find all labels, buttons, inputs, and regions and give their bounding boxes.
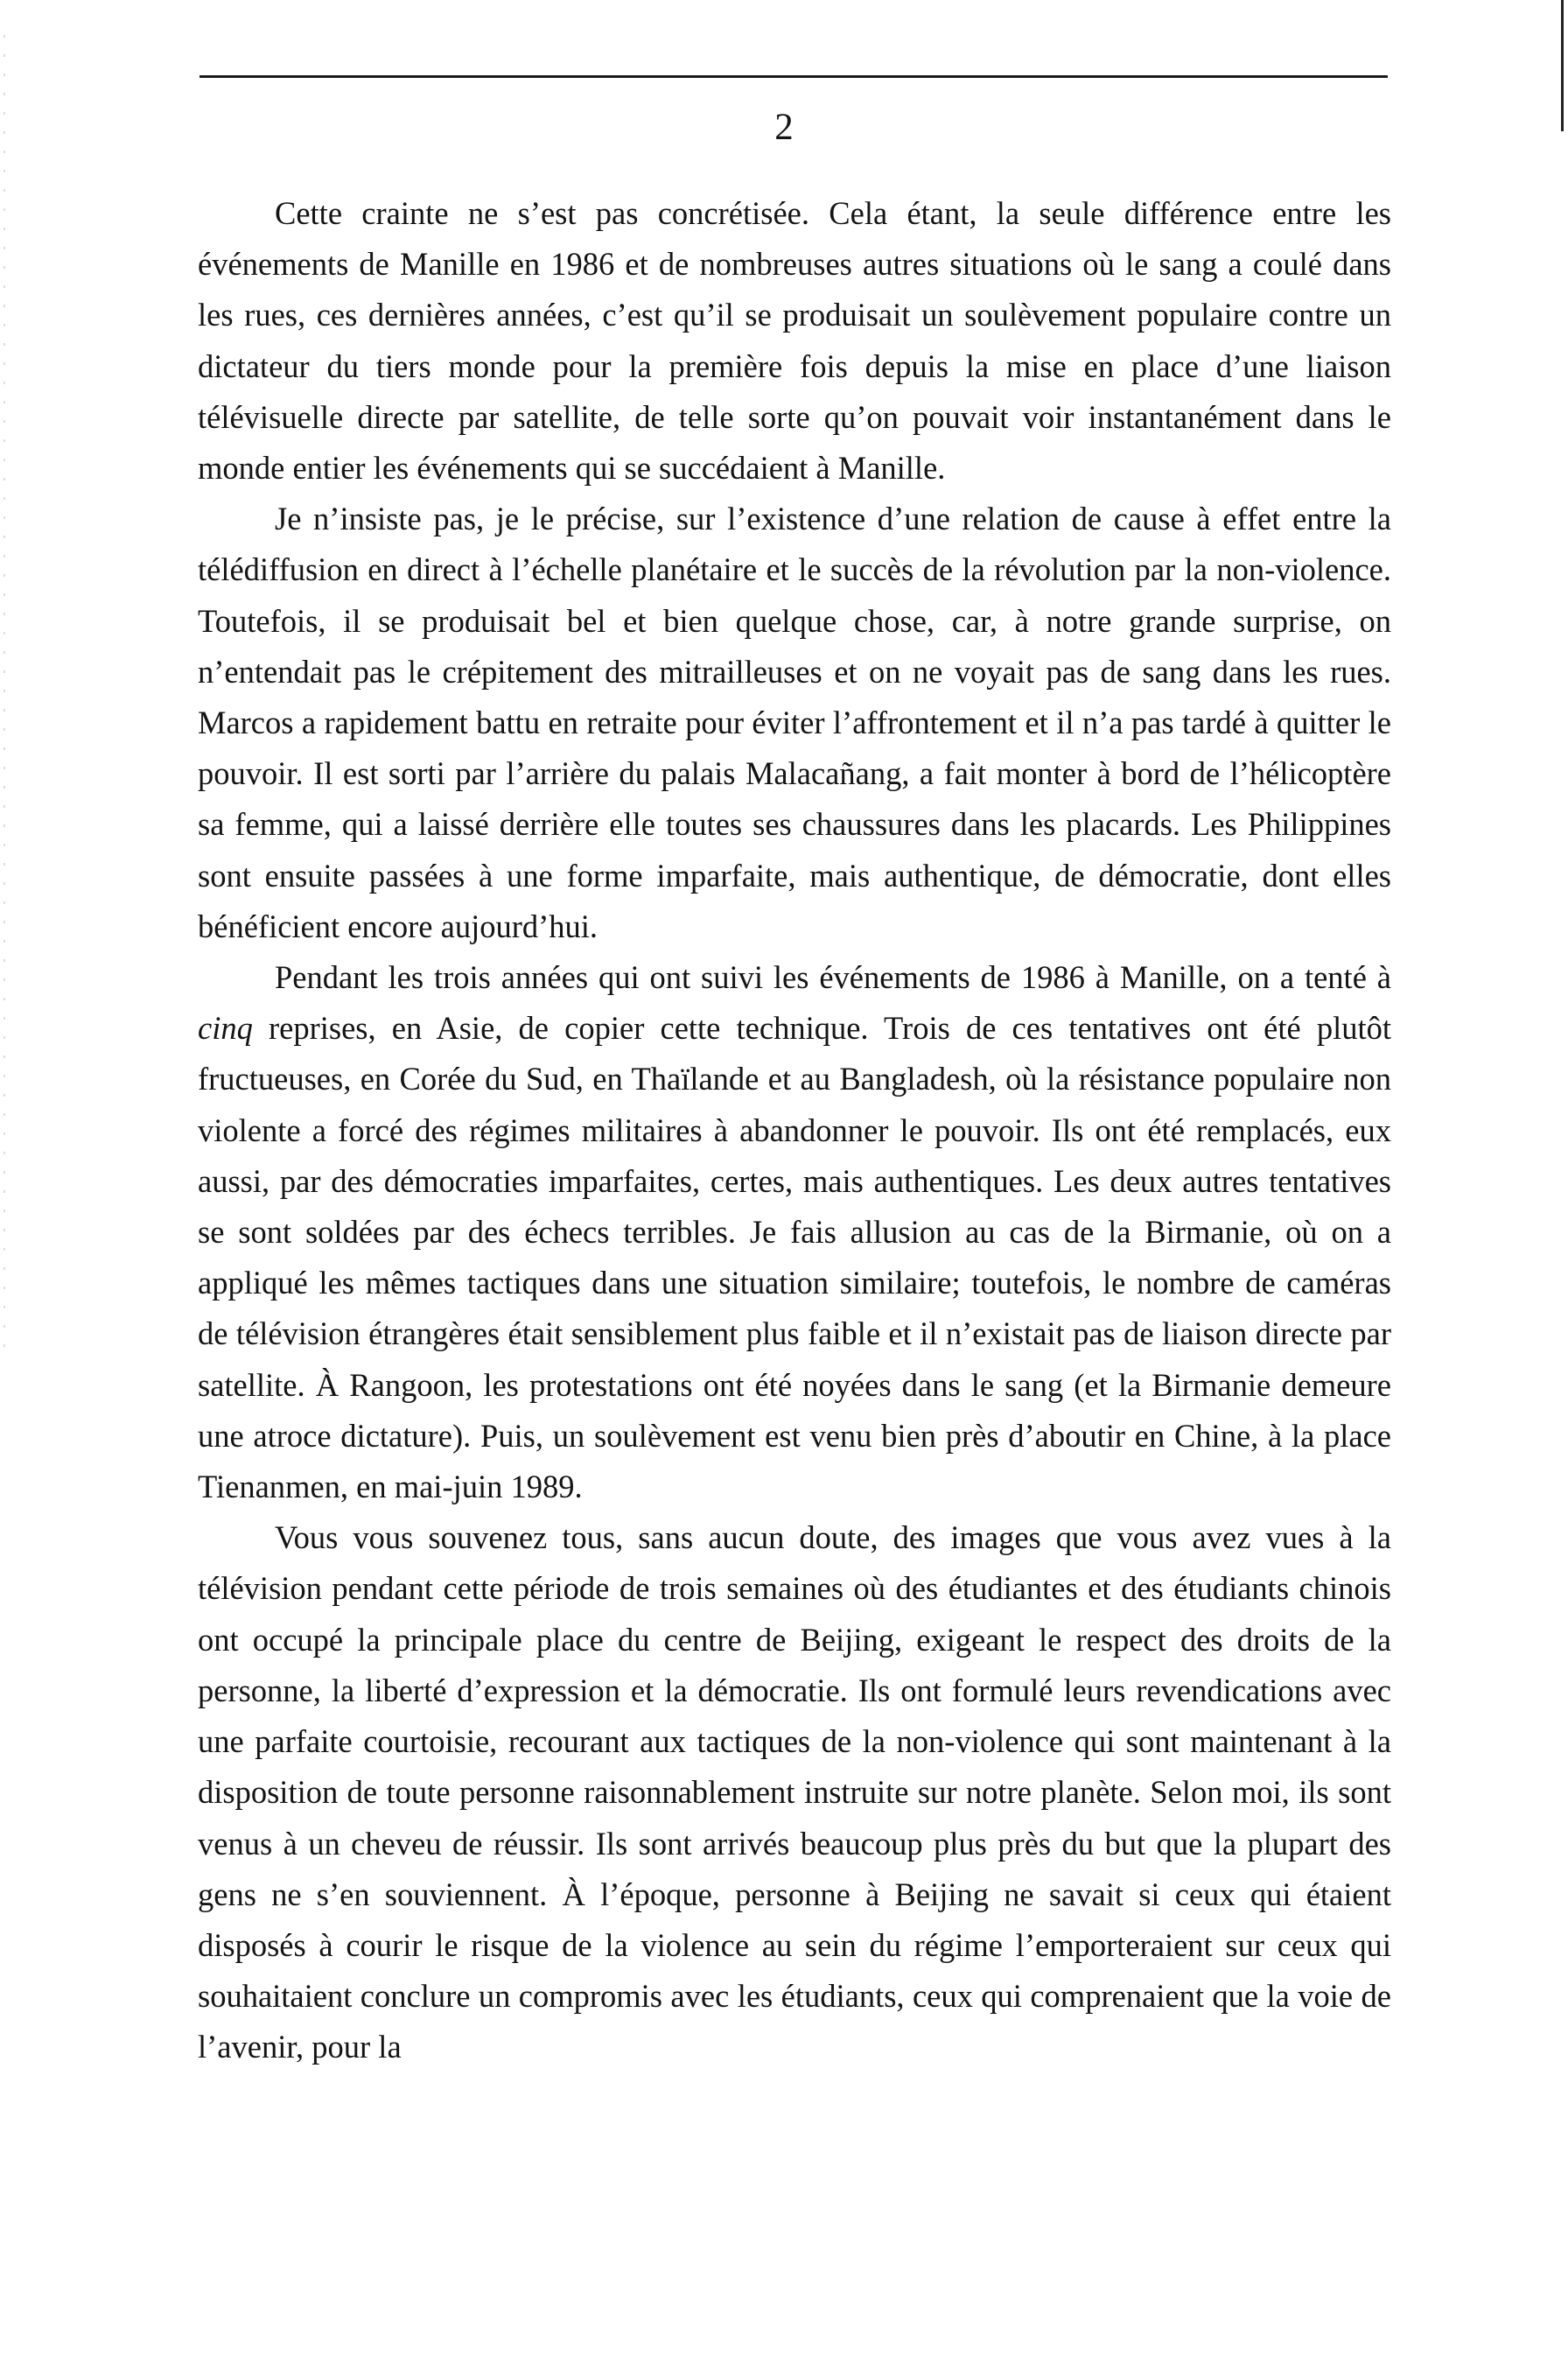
paragraph-2: Je n’insiste pas, je le précise, sur l’existence d’une relation de cause à effet entre la télédiffusion en direct à l’échelle planétaire et le succès de la révolution par la non-violence. Toutefois, il se produisait bel et bien quelque chose, car, à notre grande surprise, on n’entendait pas le crépitement des mitrailleuses et on ne voyait pas de sang dans les rues. Marcos a rapidement battu en retraite pour éviter l’affrontement et il n’a pas tardé à quitter le pouvoir. Il est sorti par l’arrière du palais Malacañang, a fait monter à bord de l’hélicoptère sa femme, qui a laissé derrière elle toutes ses chaussures dans les placards. Les Philippines sont ensuite passées à une forme imparfaite, mais authentique, de démocratie, dont elles bénéficient encore aujourd’hui. <box>198 501 1391 944</box>
body-text <box>198 188 1391 2073</box>
header-rule <box>200 75 1388 78</box>
paragraph-3-emphasis: cinq <box>198 1010 253 1047</box>
paragraph-3-text-after: reprises, en Asie, de copier cette technique. Trois de ces tentatives ont été plutôt fructueuses, en Corée du Sud, en Thaïlande et au Bangladesh, où la résistance populaire non violente a forcé des régimes militaires à abandonner le pouvoir. Ils ont été remplacés, eux aussi, par des démocraties imparfaites, certes, mais authentiques. Les deux autres tentatives se sont soldées par des échecs terribles. Je fais allusion au cas de la Birmanie, où on a appliqué les mêmes tactiques dans une situation similaire; toutefois, le nombre de caméras de télévision étrangères était sensiblement plus faible et il n’existait pas de liaison directe par satellite. À Rangoon, les protestations ont été noyées dans le sang (et la Birmanie demeure une atroce dictature). Puis, un soulèvement est venu bien près d’aboutir en Chine, à la place Tienanmen, en mai-juin 1989. <box>198 1010 1391 1505</box>
paragraph-3 <box>198 952 1391 1512</box>
paragraph-4: Vous vous souvenez tous, sans aucun doute, des images que vous avez vues à la télévision pendant cette période de trois semaines où des étudiantes et des étudiants chinois ont occupé la principale place du centre de Beijing, exigeant le respect des droits de la personne, la liberté d’expression et la démocratie. Ils ont formulé leurs revendications avec une parfaite courtoisie, recourant aux tactiques de la non-violence qui sont maintenant à la disposition de toute personne raisonnablement instruite sur notre planète. Selon moi, ils sont venus à un cheveu de réussir. Ils sont arrivés beaucoup plus près du but que la plupart des gens ne s’en souviennent. À l’époque, personne à Beijing ne savait si ceux qui étaient disposés à courir le risque de la violence au sein du régime l’emporteraient sur ceux qui souhaitaient conclure un compromis avec les étudiants, ceux qui comprenaient que la voie de l’avenir, pour la <box>198 1519 1391 2065</box>
scan-edge-speckle <box>4 35 5 1348</box>
page-number: 2 <box>774 107 794 148</box>
paragraph-1: Cette crainte ne s’est pas concrétisée. Cela étant, la seule différence entre les événements de Manille en 1986 et de nombreuses autres situations où le sang a coulé dans les rues, ces dernières années, c’est qu’il se produisait un soulèvement populaire contre un dictateur du tiers monde pour la première fois depuis la mise en place d’une liaison télévisuelle directe par satellite, de telle sorte qu’on pouvait voir instantanément dans le monde entier les événements qui se succédaient à Manille. <box>198 195 1391 487</box>
paragraph-3-text-before: Pendant les trois années qui ont suivi les événements de 1986 à Manille, on a tenté à <box>275 959 1391 996</box>
